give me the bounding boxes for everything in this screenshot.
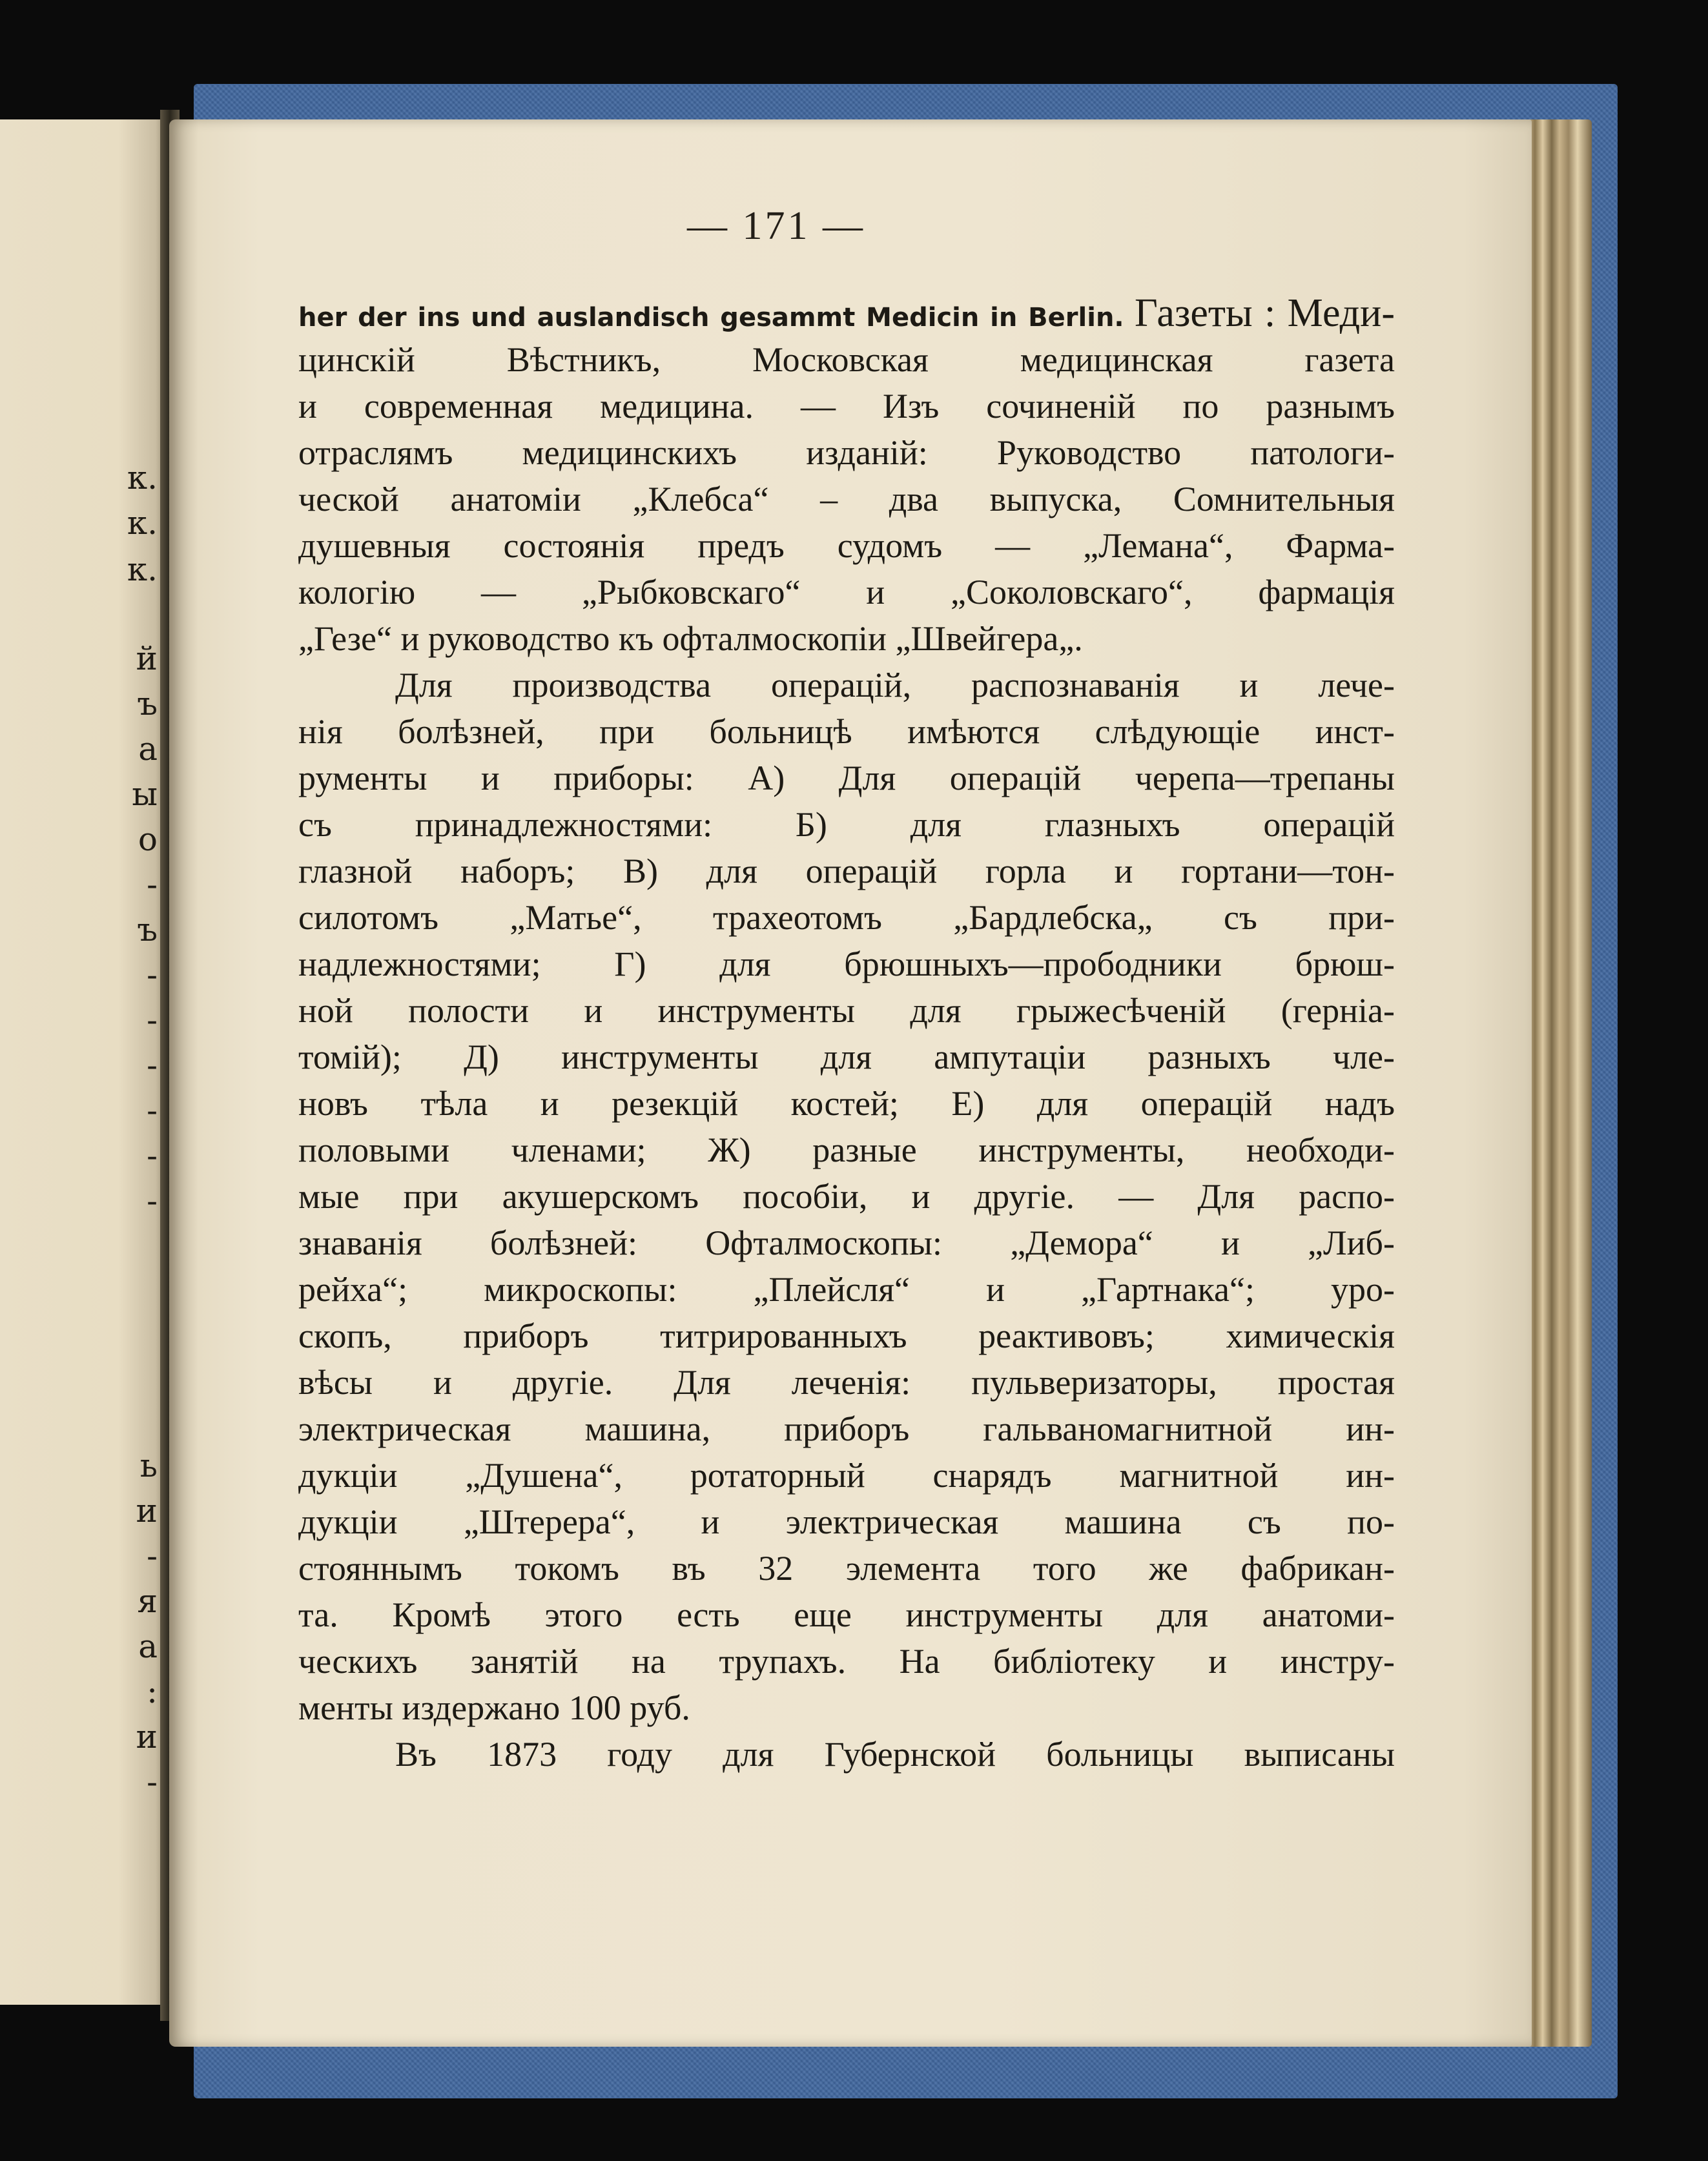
- left-page-text-fragments: [0, 119, 169, 2005]
- left-fragment: -: [147, 1001, 158, 1039]
- left-fragment: и: [136, 1718, 158, 1756]
- left-fragment: -: [147, 1137, 158, 1174]
- left-fragment: -: [147, 1182, 158, 1220]
- left-facing-page: [0, 119, 169, 2005]
- text-line: кологію — „Рыбковскаго“ и „Соколовскаго“, фармація: [298, 573, 1395, 611]
- text-line: знаванія болѣзней: Офталмоскопы: „Демора“ и „Либ-: [298, 1224, 1395, 1262]
- text-line: та. Кромѣ этого есть еще инструменты для анатоми-: [298, 1595, 1395, 1634]
- text-line: дукціи „Душена“, ротаторный снарядъ магнитной ин-: [298, 1456, 1395, 1495]
- right-page: [169, 119, 1532, 2047]
- left-fragment: й: [136, 640, 158, 677]
- text-line: электрическая машина, приборъ гальваномагнитной ин-: [298, 1409, 1395, 1448]
- text-line: рументы и приборы: А) Для операцій черепа—трепаны: [298, 759, 1395, 797]
- text-line: съ принадлежностями: Б) для глазныхъ операцій: [298, 805, 1395, 844]
- text-line: душевныя состоянія предъ судомъ — „Лемана“, Фарма-: [298, 526, 1395, 565]
- text-line: половыми членами; Ж) разные инструменты, необходи-: [298, 1131, 1395, 1169]
- left-fragment: ь: [139, 1447, 158, 1484]
- left-fragment: к.: [127, 504, 158, 542]
- text-line: нія болѣзней, при больницѣ имѣются слѣдующіе инст-: [298, 712, 1395, 751]
- text-line: [298, 291, 1395, 336]
- left-fragment: -: [147, 956, 158, 994]
- text-line: стояннымъ токомъ въ 32 элемента того же фабрикан-: [298, 1549, 1395, 1588]
- left-fragment: а: [138, 730, 158, 768]
- text-line: томій); Д) инструменты для ампутаціи разныхъ чле-: [298, 1038, 1395, 1076]
- left-fragment: и: [136, 1492, 158, 1530]
- text-line: и современная медицина. — Изъ сочиненій по разнымъ: [298, 387, 1395, 425]
- text-line: ческихъ занятій на трупахъ. На библіотеку и инстру-: [298, 1642, 1395, 1681]
- text-line: скопъ, приборъ титрированныхъ реактивовъ; химическія: [298, 1316, 1395, 1355]
- left-fragment: ы: [132, 775, 158, 813]
- text-line: глазной наборъ; В) для операцій горла и гортани—тон-: [298, 852, 1395, 890]
- left-fragment: я: [137, 1582, 158, 1620]
- text-segment: Газеты : Меди-: [1135, 291, 1395, 335]
- page-number: — 171 —: [687, 204, 865, 248]
- left-fragment: а: [138, 1628, 158, 1665]
- left-fragment: -: [147, 1092, 158, 1129]
- left-fragment: к.: [127, 459, 158, 497]
- german-citation: her der ins und auslandisch gesammt Medicin in Berlin.: [298, 303, 1124, 333]
- left-fragment: -: [147, 866, 158, 903]
- text-line: цинскій Вѣстникъ, Московская медицинская газета: [298, 340, 1395, 379]
- left-fragment: -: [147, 1763, 158, 1801]
- left-fragment: -: [147, 1047, 158, 1084]
- text-line: „Гезе“ и руководство къ офталмоскопіи „Швейгера„.: [298, 619, 1083, 658]
- text-line: дукціи „Штерера“, и электрическая машина съ по-: [298, 1502, 1395, 1541]
- text-line: новъ тѣла и резекцій костей; Е) для операцій надъ: [298, 1084, 1395, 1123]
- left-fragment: к.: [127, 551, 158, 588]
- left-fragment: ъ: [137, 685, 158, 722]
- text-line: надлежностями; Г) для брюшныхъ—прободники брюш-: [298, 945, 1395, 983]
- text-line: ческой анатоміи „Клебса“ – два выпуска, Сомнительныя: [298, 480, 1395, 518]
- text-line: отраслямъ медицинскихъ изданій: Руководство патологи-: [298, 433, 1395, 472]
- left-fragment: о: [138, 821, 158, 858]
- left-fragment: :: [147, 1673, 158, 1710]
- paragraph-start-line: Въ 1873 году для Губернской больницы выписаны: [395, 1735, 1395, 1774]
- text-line: рейха“; микроскопы: „Плейсля“ и „Гартнака“; уро-: [298, 1270, 1395, 1309]
- text-line: вѣсы и другіе. Для леченія: пульверизаторы, простая: [298, 1363, 1395, 1402]
- paragraph-start-line: Для производства операцій, распознаванія и лече-: [395, 666, 1395, 704]
- text-line: менты издержано 100 руб.: [298, 1688, 690, 1727]
- left-fragment: -: [147, 1537, 158, 1575]
- text-line: силотомъ „Матье“, трахеотомъ „Бардлебска„ съ при-: [298, 898, 1395, 937]
- text-line: мые при акушерскомъ пособіи, и другіе. — Для распо-: [298, 1177, 1395, 1216]
- text-line: ной полости и инструменты для грыжесѣченій (герніа-: [298, 991, 1395, 1030]
- left-fragment: ъ: [137, 911, 158, 948]
